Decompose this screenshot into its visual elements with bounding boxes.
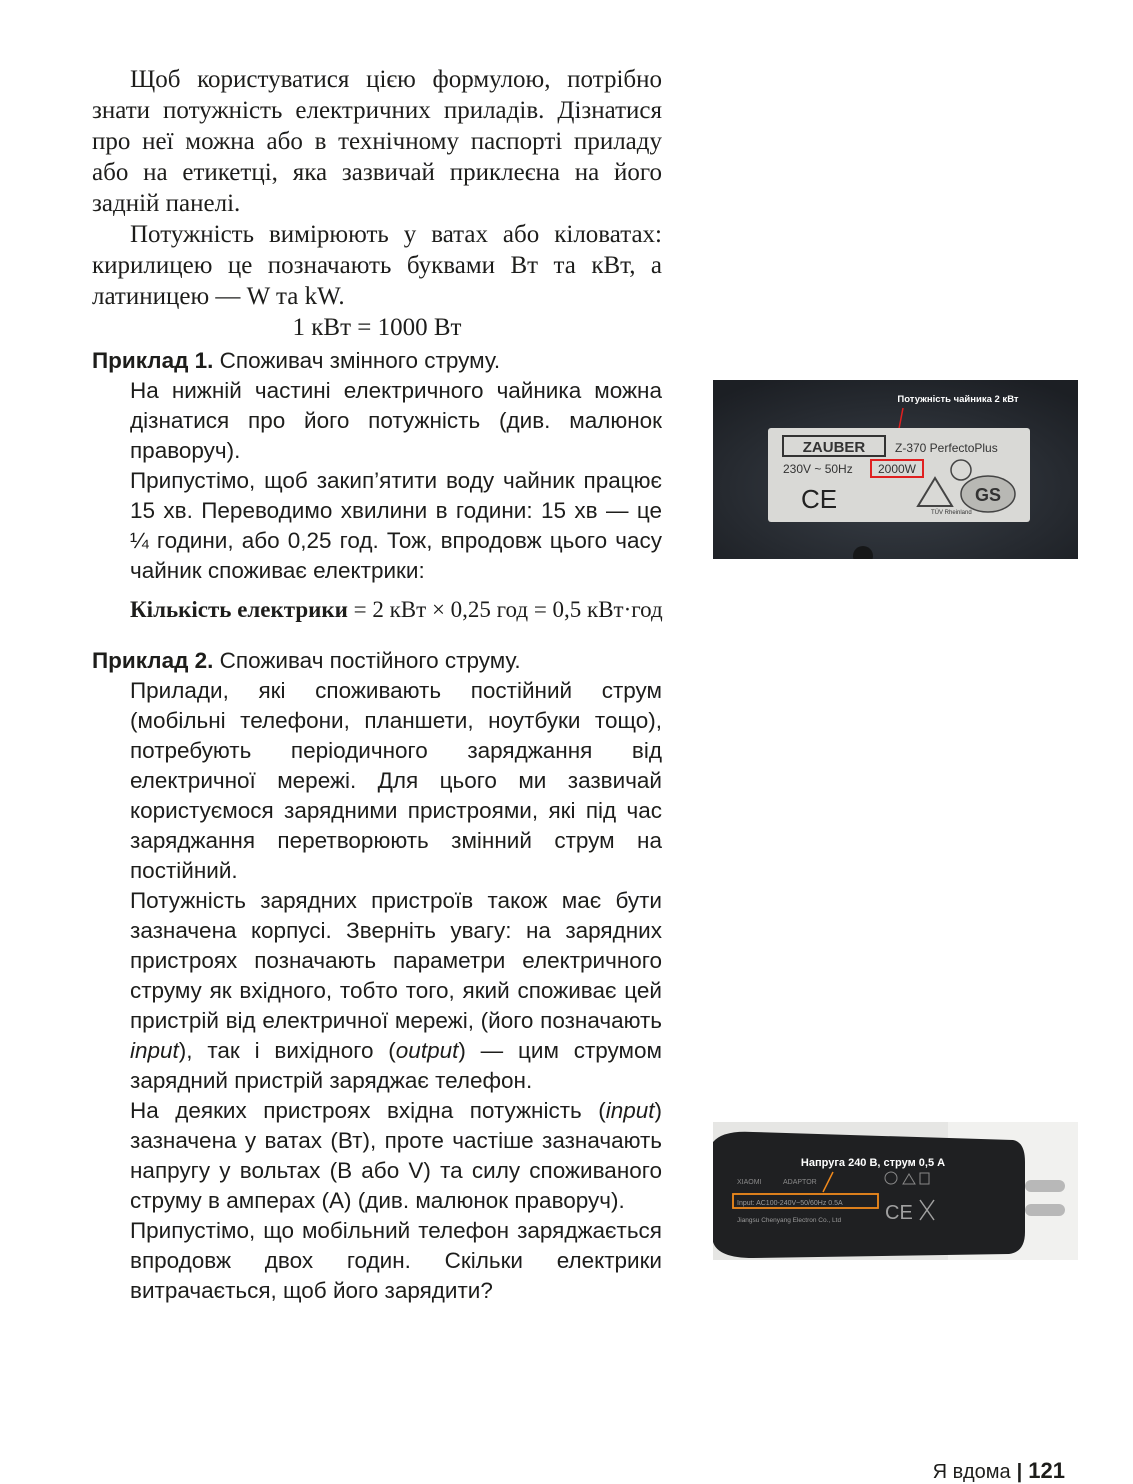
footer-section: Я вдома [932,1461,1011,1483]
input-term: input [130,1038,179,1063]
page-number: 121 [1028,1458,1065,1483]
example-2 [92,646,662,1306]
page-footer: Я вдома | 121 [932,1458,1065,1483]
example-2-title: Споживач постійного струму. [219,648,521,673]
tuv-text: TÜV Rheinland [931,510,972,516]
example-1-label: Приклад 1. [92,348,214,373]
calc-expression: = 2 кВт × 0,25 год = 0,5 кВт·год [353,597,663,622]
charger-pin-bottom [1025,1204,1065,1216]
input-term-2: input [605,1098,655,1123]
intro-paragraph-1: Щоб користуватися цією формулою, потрібно знати потужність електричних приладів. Дізнатися про неї можна або в технічному паспорті приладу або на етикетці, яка зазвичай приклеєна на його задній панелі. [92,66,662,217]
example-2-heading [92,646,662,676]
kettle-label-photo [713,380,1078,559]
ce-mark-icon: CE [801,484,838,514]
gs-mark-text: GS [974,485,1002,505]
example-2-paragraph-3: На деяких пристроях вхідна потужність (input) зазначена у ватах (Вт), проте частіше зазначають напругу у вольтах (В або V) та силу споживаного струму в амперах (А) (див. малюнок праворуч). [130,1098,662,1213]
charger-photo [713,1122,1078,1260]
electricity-calculation [130,597,830,623]
example-1-paragraph-2: Припустімо, щоб закип’ятити воду чайник працює 15 хв. Переводимо хвилини в години: 15 хв — це ¼ години, або 0,25 год. Тож, впродовж цього часу чайник споживає електрики: [130,468,662,583]
charger-input-line: Input: AC100-240V~50/60Hz 0.5A [737,1200,843,1207]
example-2-paragraph-4: Припустімо, що мобільний телефон заряджається впродовж двох годин. Скільки електрики витрачається, щоб його зарядити? [130,1218,662,1303]
calc-label: Кількість електрики [130,597,348,622]
kettle-model: Z-370 PerfectoPlus [895,441,998,455]
charger-type: ADAPTOR [783,1179,817,1186]
charger-maker: Jiangsu Chenyang Electron Co., Ltd [737,1217,842,1224]
kettle-annotation: Потужність чайника 2 кВт [897,394,1019,405]
charger-pin-top [1025,1180,1065,1192]
example-1-heading [92,346,662,376]
example-2-paragraph-1: Прилади, які споживають постійний струм (мобільні телефони, планшети, ноутбуки тощо), потребують періодичного заряджання від електричної мережі. Для цього ми зазвичай користуємося зарядними пристроями, які під час заряджання перетворюють змінний струм на постійний. [130,678,662,883]
example-1-paragraph-1: На нижній частині електричного чайника можна дізнатися про його потужність (див. малюнок праворуч). [130,378,662,463]
kettle-brand: ZAUBER [802,439,866,456]
intro-paragraph-2: Потужність вимірюють у ватах або кіловатах: кирилицею це позначають буквами Вт та кВт, а латиницею — W та kW. [92,221,662,310]
example-2-paragraph-2: Потужність зарядних пристроїв також має бути зазначена корпусі. Зверніть увагу: на зарядних пристроях позначають параметри електричного струму як вхідного, тобто того, який споживає цей пристрій від електричної мережі, (його позначають input), так і вихідного (output) — цим струмом зарядний пристрій заряджає телефон. [130,888,663,1093]
output-term: output [395,1038,459,1063]
example-2-label: Приклад 2. [92,648,214,673]
unit-formula: 1 кВт = 1000 Вт [292,314,462,341]
intro-section [92,64,662,343]
charger-ce-icon: CE [885,1202,913,1224]
kettle-power: 2000W [877,462,917,476]
example-1-title: Споживач змінного струму. [219,348,501,373]
kettle-voltage: 230V ~ 50Hz [783,462,853,476]
example-1 [92,346,662,586]
charger-annotation: Напруга 240 В, струм 0,5 А [800,1157,946,1169]
charger-brand: XIAOMI [737,1179,762,1186]
